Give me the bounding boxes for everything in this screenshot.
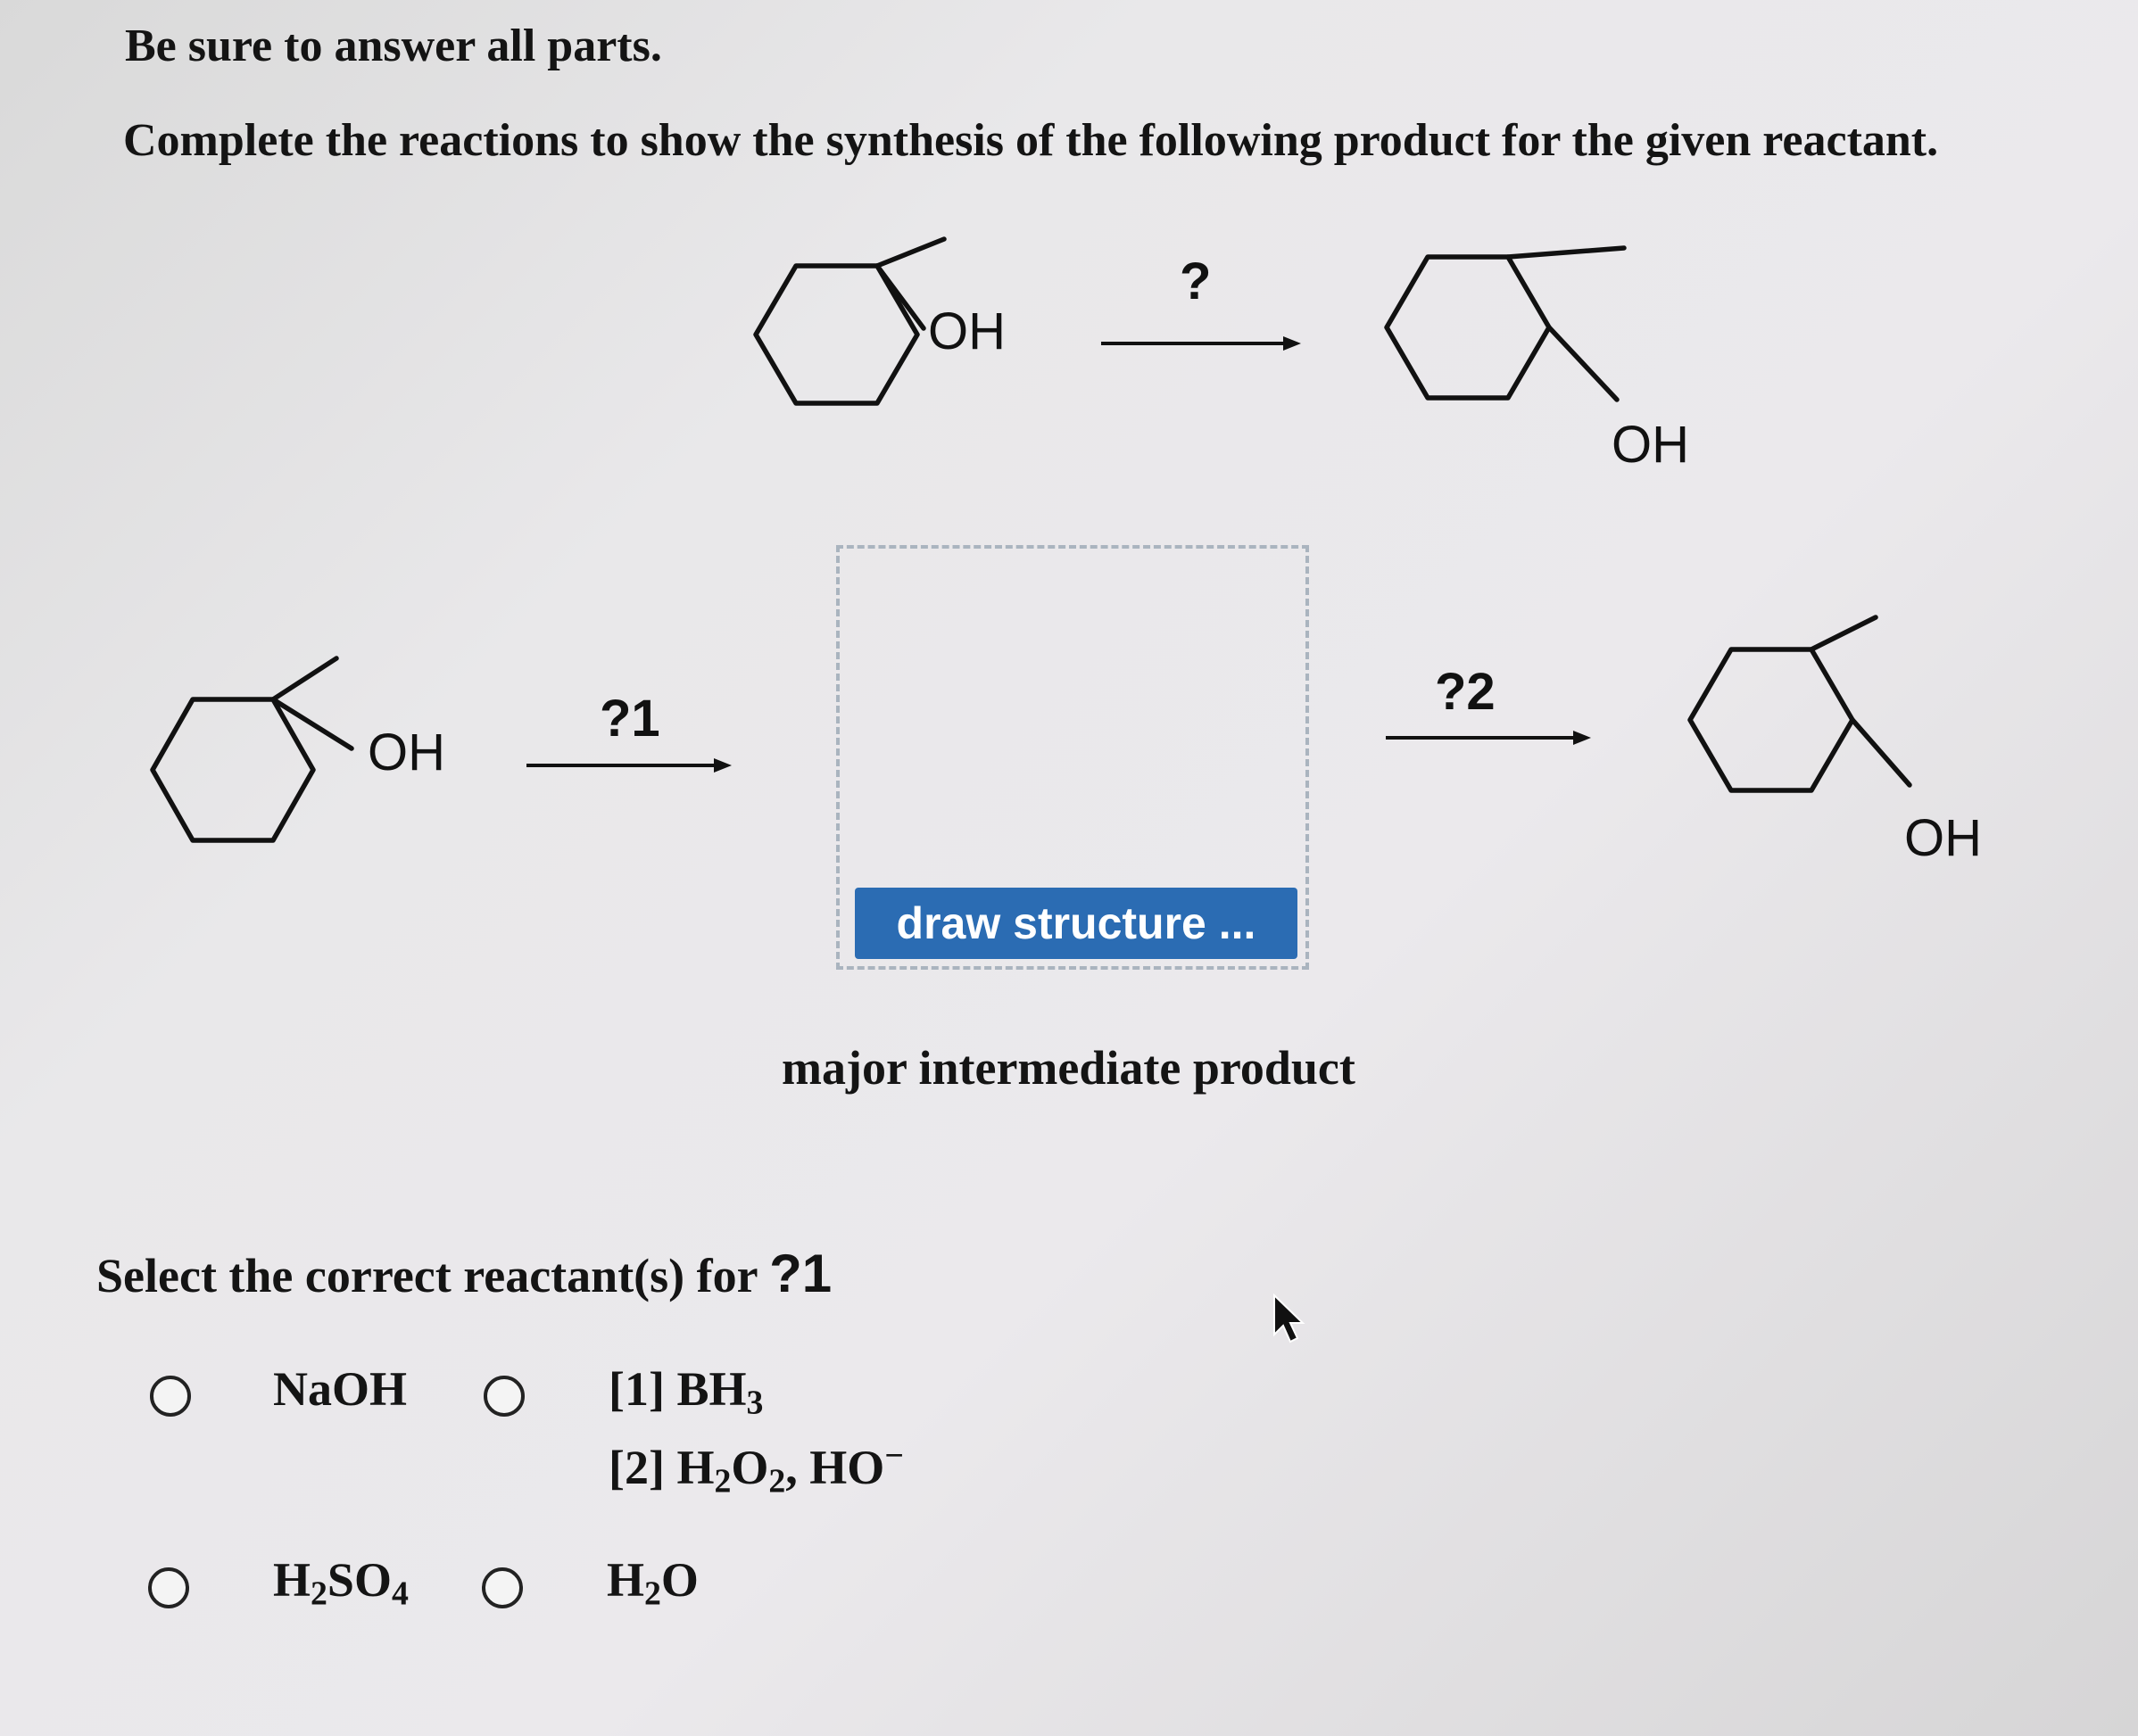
draw-structure-button[interactable]: draw structure ... [855,888,1297,959]
h2o-suffix: O [660,1553,699,1607]
mouse-pointer-icon [1271,1294,1306,1347]
option-hydroboration-radio[interactable] [484,1376,525,1417]
step1-label: ?1 [600,690,660,748]
overall-reagent-label: ? [1180,252,1212,310]
option-hydroboration-line1[interactable] [609,1361,763,1422]
hb-line1-prefix: [1] BH [609,1362,747,1416]
h2o-sub1: 2 [644,1575,661,1613]
option-hydroboration-line2[interactable] [609,1436,904,1500]
hb-line1-sub: 3 [746,1384,764,1422]
hb-line2-suffix: , HO [785,1440,885,1494]
option-h2so4-radio[interactable] [148,1567,189,1608]
hb-line2-sub2: 2 [768,1462,786,1500]
hb-line2-sup: − [884,1437,904,1475]
h2so4-sub2: 4 [391,1575,409,1613]
step2-label: ?2 [1435,663,1496,721]
step-reactant-oh: OH [368,723,445,781]
hb-line2-prefix: [2] H [609,1440,715,1494]
select-prompt-text: Select the correct reactant(s) for [96,1249,770,1302]
step-product-structure [1642,624,1927,865]
step2-arrow [1386,724,1591,751]
question-text: Complete the reactions to show the synthesis of the following product for the given reactant. [123,115,1939,166]
instruction-text: Be sure to answer all parts. [125,21,662,71]
h2o-prefix: H [607,1553,645,1607]
hb-line2-mid: O [731,1440,769,1494]
option-h2so4-label[interactable] [273,1552,409,1613]
overall-reactant-oh: OH [928,302,1006,360]
option-naoh-radio[interactable] [150,1376,191,1417]
option-h2o-radio[interactable] [482,1567,523,1608]
intermediate-caption: major intermediate product [782,1041,1355,1095]
h2so4-mid: SO [327,1553,392,1607]
h2so4-prefix: H [273,1553,311,1607]
overall-reaction-arrow [1101,330,1301,357]
h2so4-sub1: 2 [311,1575,327,1613]
overall-product-oh: OH [1612,416,1689,474]
step-reactant-structure [107,651,393,892]
select-prompt [96,1243,832,1304]
hb-line2-sub1: 2 [714,1462,732,1500]
select-prompt-target: ?1 [769,1244,833,1303]
overall-product-structure [1356,232,1642,464]
step1-arrow [526,752,732,779]
step-product-oh: OH [1904,809,1982,867]
option-naoh-label[interactable]: NaOH [273,1362,408,1416]
option-h2o-label[interactable] [607,1552,699,1613]
